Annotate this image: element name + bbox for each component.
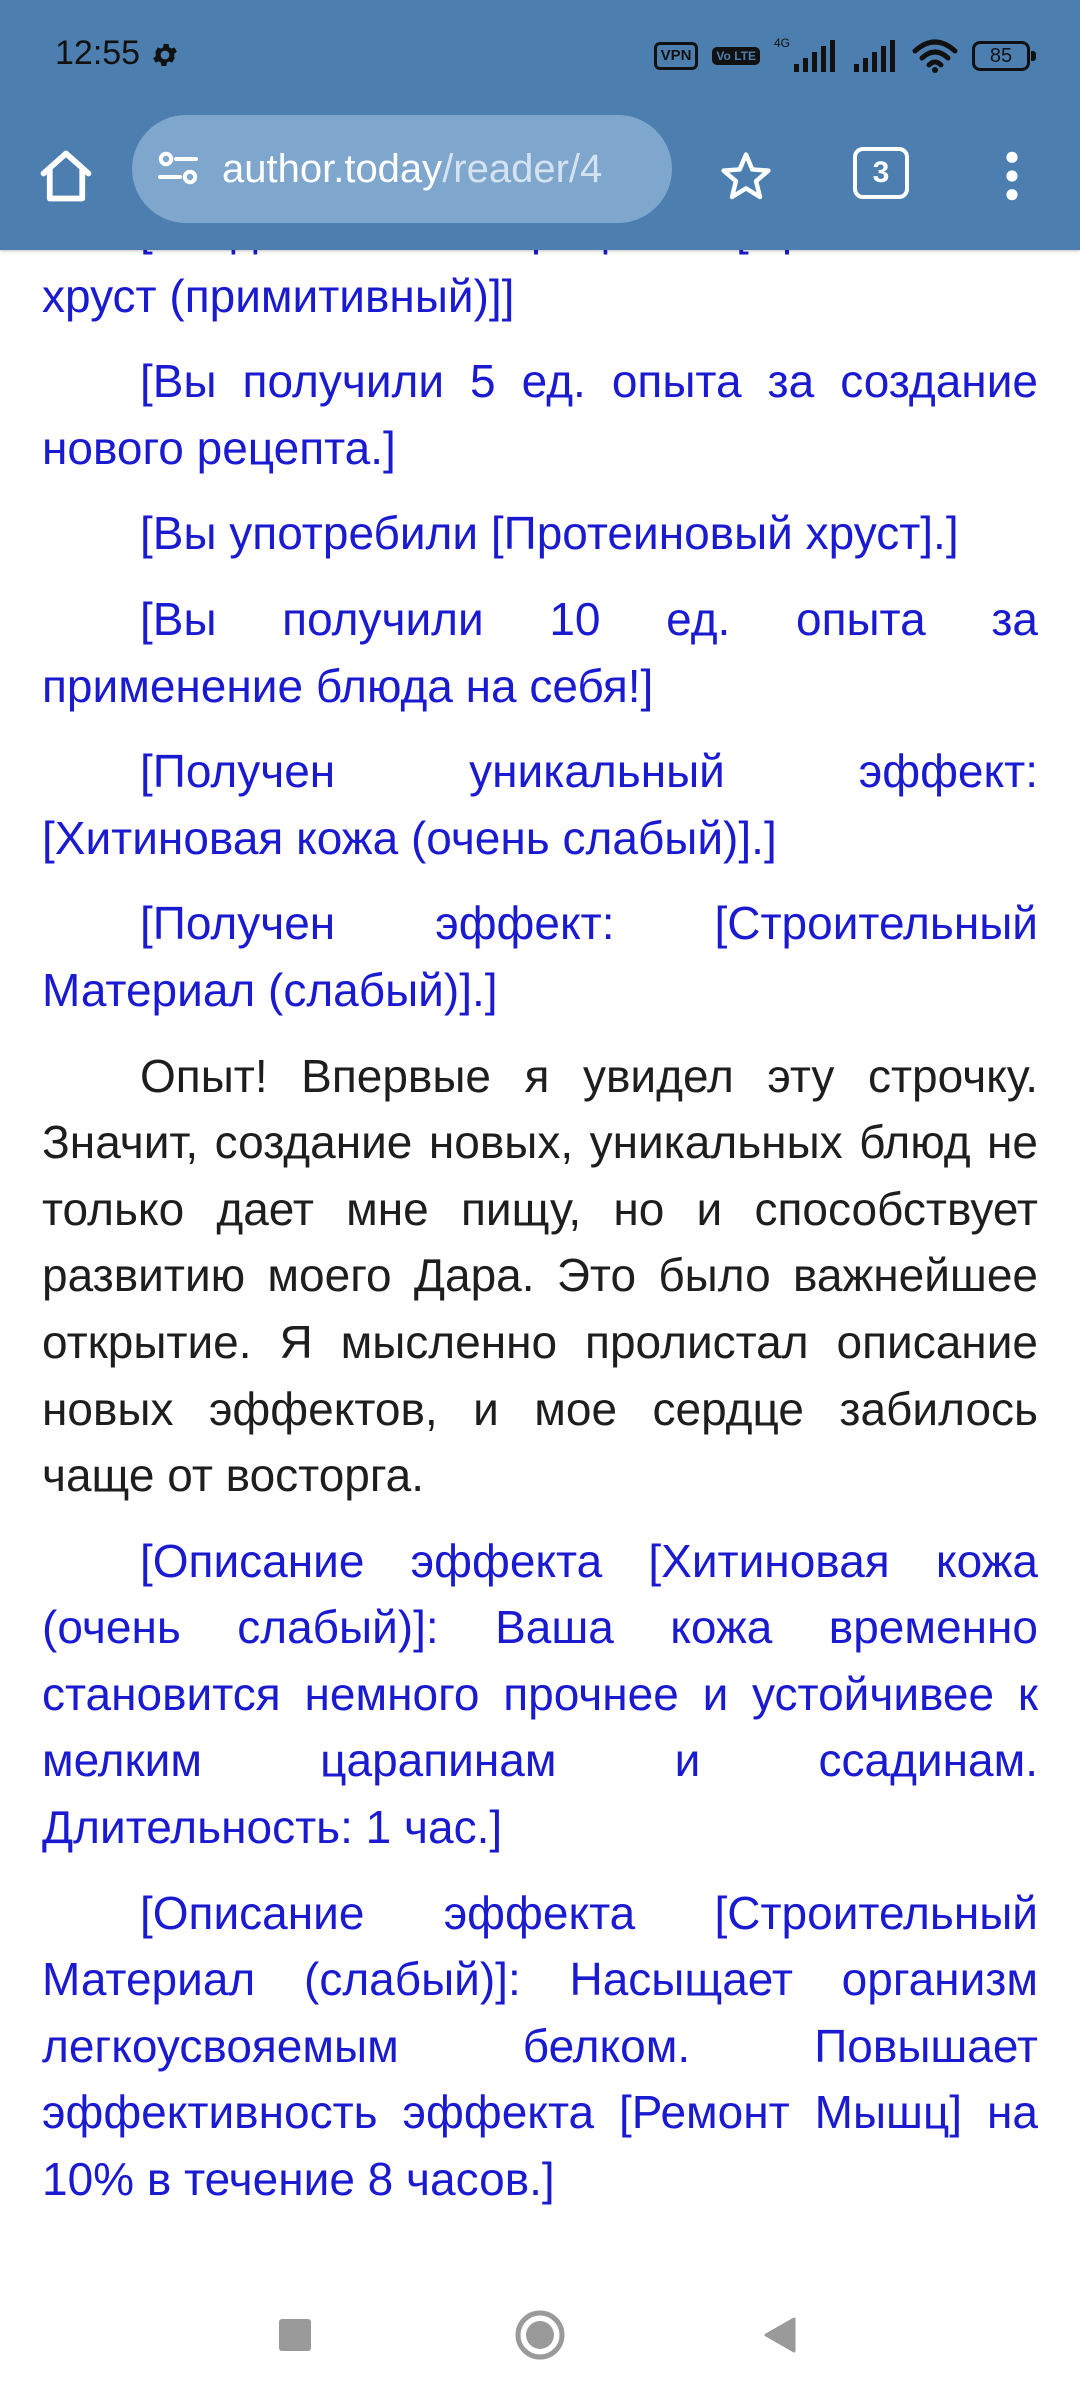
volte-icon: Vo LTE — [712, 47, 760, 65]
browser-toolbar — [0, 110, 1080, 250]
circle-icon — [514, 2309, 566, 2361]
site-info-icon[interactable] — [154, 145, 202, 193]
clock: 12:55 — [55, 34, 141, 72]
url-text — [222, 147, 602, 192]
bookmark-button[interactable] — [710, 140, 782, 212]
signal-icon-sim1 — [792, 40, 838, 72]
home-icon — [36, 146, 96, 206]
system-message-paragraph: хруст (примитивный)]] — [42, 269, 515, 322]
menu-button[interactable] — [982, 140, 1042, 212]
star-icon — [718, 148, 774, 204]
address-bar[interactable] — [132, 115, 672, 223]
network-type-label: 4G — [773, 36, 790, 50]
triangle-back-icon — [760, 2315, 800, 2355]
system-message-paragraph: [Вы получили 10 ед. опыта за применение блюда на себя!] — [42, 592, 1038, 712]
system-message-paragraph: [Получен эффект: [Строительный Материал (слабый)].] — [42, 897, 1038, 1016]
system-message-paragraph: [Описание эффекта [Строительный Материал (слабый)]: Насыщает организм легкоусвояемым белком. Повышает эффективность эффекта [Ремонт Мышц] на 10% в течение 8 часов.] — [42, 1886, 1038, 2206]
system-message-paragraph: [Описание эффекта [Хитиновая кожа (очень слабый)]: Ваша кожа временно становится немного прочнее и устойчивее к мелким царапинам и ссадинам. Длительность: 1 час.] — [42, 1534, 1038, 1854]
tab-count: 3 — [853, 147, 909, 199]
more-vert-icon — [1002, 148, 1022, 204]
wifi-icon — [912, 39, 958, 73]
narrative-paragraph: Опыт! Впервые я увидел эту строчку. Значит, создание новых, уникальных блюд не только дает мне пищу, но и способствует развитию моего Дара. Это было важнейшее открытие. Я мысленно пролистал описание новых эффектов, и мое сердце забилось чаще от восторга. — [42, 1049, 1038, 1502]
reader-content — [42, 196, 1038, 2232]
url-path: /reader/4 — [442, 146, 603, 191]
status-icons — [654, 36, 1030, 76]
system-navigation-bar — [0, 2270, 1080, 2400]
system-message-paragraph: [Вы употребили [Протеиновый хруст].] — [140, 507, 959, 560]
battery-icon: 85 — [972, 41, 1030, 71]
status-bar — [0, 0, 1080, 110]
back-button[interactable] — [735, 2270, 825, 2400]
vpn-icon: VPN — [654, 42, 699, 70]
signal-icon-sim2 — [852, 40, 898, 72]
browser-header — [0, 0, 1080, 250]
recents-button[interactable] — [250, 2270, 340, 2400]
tab-switcher-button[interactable] — [848, 140, 914, 206]
gear-icon — [150, 40, 180, 70]
nav-home-button[interactable] — [495, 2270, 585, 2400]
system-message-paragraph: [Получен уникальный эффект: [Хитиновая кожа (очень слабый)].] — [42, 745, 1038, 864]
url-domain: author.today — [222, 146, 443, 191]
square-icon — [277, 2317, 313, 2353]
system-message-paragraph: [Вы получили 5 ед. опыта за создание нового рецепта.] — [42, 355, 1038, 474]
home-button[interactable] — [30, 140, 102, 212]
